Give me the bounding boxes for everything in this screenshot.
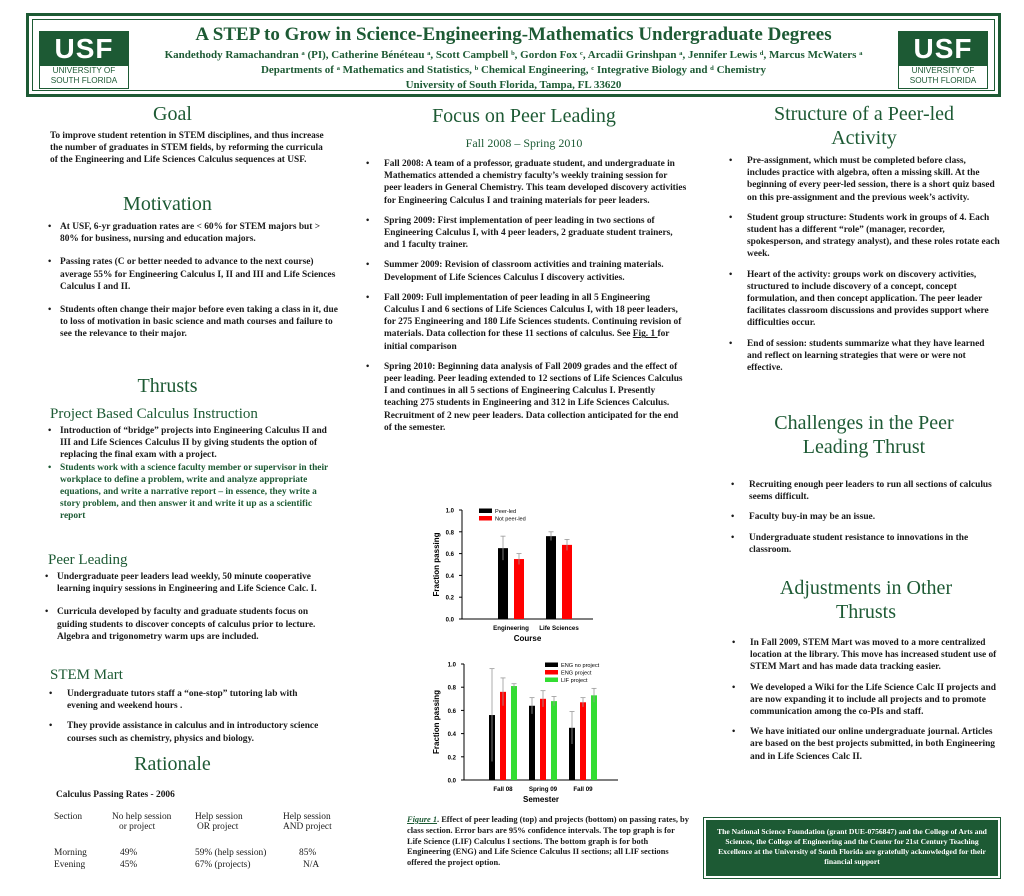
structure-item: • Pre-assignment, which must be completed before class, includes practice with algebra, often a missing skill. At the beginning of every peer-led session, there is a short quiz based on this pre-assignment and the previous week’s activity. [725, 155, 1000, 204]
fig1-link[interactable]: Fig. 1 [632, 329, 658, 340]
pbci-list [48, 425, 333, 523]
x-tick-label: Engineering [493, 625, 529, 632]
y-tick-label: 0.4 [447, 732, 456, 739]
bar [551, 701, 557, 780]
table-cell: 49% [120, 848, 138, 858]
pbci-item: • Students work with a science faculty member or supervisor in their workplace to define a problem, write and analyze appropriate equations, and write a narrative report – in essence, they write a story problem, and then answer it and write it up as a scientific report [48, 462, 333, 523]
usf-logo-line2: SOUTH FLORIDA [909, 76, 977, 85]
rationale-subtitle: Calculus Passing Rates - 2006 [56, 790, 175, 800]
y-tick-label: 0.2 [445, 595, 454, 602]
motivation-item: • At USF, 6-yr graduation rates are < 60% for STEM majors but > 80% for business, nursing and education majors. [48, 221, 338, 245]
peer-leading-heading: Peer Leading [48, 552, 128, 568]
legend-label: ENG project [561, 670, 592, 677]
focus-heading: Focus on Peer Leading [432, 105, 616, 127]
figure-caption: Figure 1. Effect of peer leading (top) and projects (bottom) on passing rates, by class section. Error bars are 95% confidence intervals. The top graph is for Life Science (LIF) Calculus I sections. The bottom graph is for both Engineering (ENG) and Life Science Calculus II sections; all LIF sections offered the project option. [407, 815, 689, 868]
legend-label: Not peer-led [495, 516, 526, 523]
y-tick-label: 0.4 [445, 573, 454, 580]
rationale-heading: Rationale [134, 753, 211, 775]
structure-item: • Student group structure: Students work in groups of 4. Each student has a different “role” (manager, recorder, spokesperson, and strategy analyst), and these roles rotate each week. [725, 212, 1000, 261]
usf-logo-line1: UNIVERSITY OF [52, 66, 116, 75]
stem-mart-heading: STEM Mart [50, 667, 123, 683]
motivation-heading: Motivation [123, 193, 212, 215]
usf-logo-mark: USF [40, 32, 128, 66]
challenges-item: • Undergraduate student resistance to innovations in the classroom. [727, 532, 1000, 556]
bar [529, 706, 535, 780]
table-header-cell: Help session AND project [283, 812, 332, 832]
y-tick-label: 0.6 [447, 708, 456, 715]
table-cell: 85% [299, 848, 317, 858]
goal-text: To improve student retention in STEM disciplines, and thus increase the number of graduates in STEM fields, by reforming the curricula of the Engineering and Life Sciences Calculus sequences at USF. [50, 131, 324, 166]
structure-list [725, 155, 1000, 382]
y-tick-label: 1.0 [445, 508, 454, 515]
acknowledgement-box: The National Science Foundation (grant DUE-0756847) and the College of Arts and Sciences, the College of Engineering and the Center for 21st Century Teaching Excellence at the University of South Florida are gratefully acknowledged for their financial support [706, 820, 998, 876]
focus-list [362, 158, 687, 442]
challenges-item: • Recruiting enough peer leaders to run all sections of calculus seems difficult. [727, 479, 1000, 503]
bar [540, 699, 546, 780]
legend-label: Peer-led [495, 509, 517, 515]
table-cell: 45% [120, 860, 138, 870]
figure-label: Figure 1 [407, 815, 438, 824]
y-tick-label: 0.0 [445, 617, 454, 624]
table-header-cell: No help session or project [112, 812, 172, 832]
bar [546, 536, 556, 619]
structure-heading: Structure of a Peer-led Activity [773, 103, 955, 149]
bar [580, 702, 586, 780]
motivation-item: • Students often change their major before even taking a class in it, due to loss of motivation in basic science and math courses and failure to see the relevance to their major. [48, 304, 338, 341]
legend-swatch [479, 516, 492, 521]
x-tick-label: Fall 09 [573, 786, 593, 793]
x-tick-label: Life Sciences [539, 625, 579, 632]
thrusts-heading: Thrusts [137, 375, 198, 397]
usf-logo-right [898, 31, 988, 89]
x-axis-label: Semester [522, 795, 560, 804]
pbci-item: • Introduction of “bridge” projects into Engineering Calculus II and III and Life Sciences Calculus II by giving students the option of replacing the final exam with a project. [48, 425, 333, 462]
adjustments-item: • In Fall 2009, STEM Mart was moved to a more centralized location at the library. This move has increased student use of STEM Mart and has made data tracking easier. [728, 637, 1000, 674]
table-cell: Evening [54, 860, 86, 870]
x-tick-label: Fall 08 [493, 786, 513, 793]
usf-logo-mark: USF [899, 32, 987, 66]
motivation-item: • Passing rates (C or better needed to advance to the next course) average 55% for Engineering Calculus I, II and III and Life Sciences Calculus I and II. [48, 256, 338, 293]
legend-swatch [545, 678, 558, 683]
pbci-heading: Project Based Calculus Instruction [50, 406, 258, 422]
legend-swatch [479, 509, 492, 514]
y-axis-label: Fraction passing [432, 532, 441, 597]
focus-item: • Fall 2008: A team of a professor, graduate student, and undergraduate in Mathematics attended a chemistry faculty’s weekly training session for peer leaders in General Chemistry. This team developed discovery activities for Engineering Calculus I and training materials for peer leaders. [362, 158, 687, 207]
challenges-heading: Challenges in the Peer Leading Thrust [774, 412, 954, 458]
table-cell: 67% (projects) [195, 860, 251, 870]
peer-leading-item: • Undergraduate peer leaders lead weekly, 50 minute cooperative learning inquiry sessions in Engineering and Life Science Calc. I. [45, 571, 335, 595]
table-header-cell: Help session OR project [195, 812, 243, 832]
legend-label: LIF project [561, 678, 588, 684]
poster-header [26, 13, 1001, 97]
passing-rates-table [54, 812, 353, 872]
legend-swatch [545, 670, 558, 675]
table-header-cell: Section [54, 812, 83, 822]
y-tick-label: 0.6 [445, 552, 454, 559]
poster-title: A STEP to Grow in Science-Engineering-Mathematics Undergraduate Degrees [195, 24, 832, 45]
stem-mart-item: • Undergraduate tutors staff a “one-stop” tutoring lab with evening and weekend hours . [45, 688, 330, 712]
x-tick-label: Spring 09 [528, 786, 558, 793]
motivation-list [48, 221, 338, 352]
bar [514, 559, 524, 619]
y-axis-label: Fraction passing [432, 689, 441, 755]
adjustments-list [728, 637, 1000, 771]
adjustments-heading: Adjustments in Other Thrusts [779, 577, 953, 623]
y-tick-label: 0.0 [447, 778, 456, 785]
legend-swatch [545, 663, 558, 668]
table-cell: 59% (help session) [195, 848, 267, 858]
stem-mart-item: • They provide assistance in calculus and in introductory science courses such as chemistry, physics and biology. [45, 720, 330, 744]
y-tick-label: 0.8 [447, 685, 456, 692]
goal-heading: Goal [153, 103, 192, 125]
focus-item: • Summer 2009: Revision of classroom activities and training materials. Development of Life Sciences Calculus I discovery activities. [362, 259, 687, 283]
table-header-row [54, 812, 353, 832]
focus-item: • Spring 2010: Beginning data analysis of Fall 2009 grades and the effect of peer leading. Peer leading extended to 12 sections of Life Sciences Calculus I and continues in all 5 sections of Engineering Calculus I. Presently teaching 275 students in Engineering and 312 in Life Sciences Calculus. Recruitment of 2 new peer leaders. Data collection anticipated for the end of the semester. [362, 361, 687, 434]
table-row [54, 860, 353, 872]
university-line: University of South Florida, Tampa, FL 33620 [405, 79, 622, 91]
stem-mart-list [45, 688, 330, 753]
usf-logo-line1: UNIVERSITY OF [911, 66, 975, 75]
legend-label: ENG no project [561, 663, 600, 669]
peer-leading-chart [428, 502, 603, 650]
projects-chart [428, 656, 628, 810]
y-tick-label: 0.8 [445, 530, 454, 537]
bar [511, 686, 517, 780]
challenges-item: • Faculty buy-in may be an issue. [727, 511, 1000, 523]
adjustments-item: • We have initiated our online undergraduate journal. Articles are based on the best projects submitted, in both Engineering and in Life Sciences Calc II. [728, 726, 1000, 763]
table-cell: N/A [303, 860, 320, 870]
table-cell: Morning [54, 848, 87, 858]
table-row [54, 848, 353, 860]
structure-item: • End of session: students summarize what they have learned and reflect on learning strategies that were or were not effective. [725, 338, 1000, 375]
focus-item: • Spring 2009: First implementation of peer leading in two sections of Engineering Calculus I, with 4 peer leaders, 2 graduate student trainers, and 1 faculty trainer. [362, 215, 687, 252]
bar [591, 695, 597, 780]
x-axis-label: Course [513, 634, 542, 643]
peer-leading-list [45, 571, 335, 654]
authors-line: Kandethody Ramachandran ᵃ (PI), Catherine Bénéteau ᵃ, Scott Campbell ᵇ, Gordon Fox ᶜ, Arcadii Grinshpan ᵃ, Jennifer Lewis ᵈ, Marcus McWaters ᵃ [164, 49, 863, 61]
structure-item: • Heart of the activity: groups work on discovery activities, structured to include discovery of a concept, concept formulation, and then concept application. The peer leader facilitates classroom discussions and provides support where difficulties occur. [725, 269, 1000, 330]
challenges-list [727, 479, 1000, 564]
y-tick-label: 0.2 [447, 755, 456, 762]
bar [562, 545, 572, 619]
usf-logo-line2: SOUTH FLORIDA [50, 76, 118, 85]
focus-subheading: Fall 2008 – Spring 2010 [465, 136, 583, 150]
focus-item: • Fall 2009: Full implementation of peer leading in all 5 Engineering Calculus I and 6 sections of Life Sciences Calculus I, with 18 peer leaders, for 275 Engineering and 180 Life Sciences students. Continuing revision of materials. Data collection for these 11 sections of calculus. See Fig. 1 for initial comparison [362, 292, 687, 353]
adjustments-item: • We developed a Wiki for the Life Science Calc II projects and are now expanding it to include all projects and to promote communication among the co-PIs and staff. [728, 682, 1000, 719]
departments-line: Departments of ᵃ Mathematics and Statistics, ᵇ Chemical Engineering, ᶜ Integrative Biology and ᵈ Chemistry [260, 64, 767, 76]
peer-leading-item: • Curricula developed by faculty and graduate students focus on guiding students to discover concepts of calculus prior to lecture. Algebra and trigonometry warm ups are included. [45, 606, 335, 643]
y-tick-label: 1.0 [447, 662, 456, 669]
